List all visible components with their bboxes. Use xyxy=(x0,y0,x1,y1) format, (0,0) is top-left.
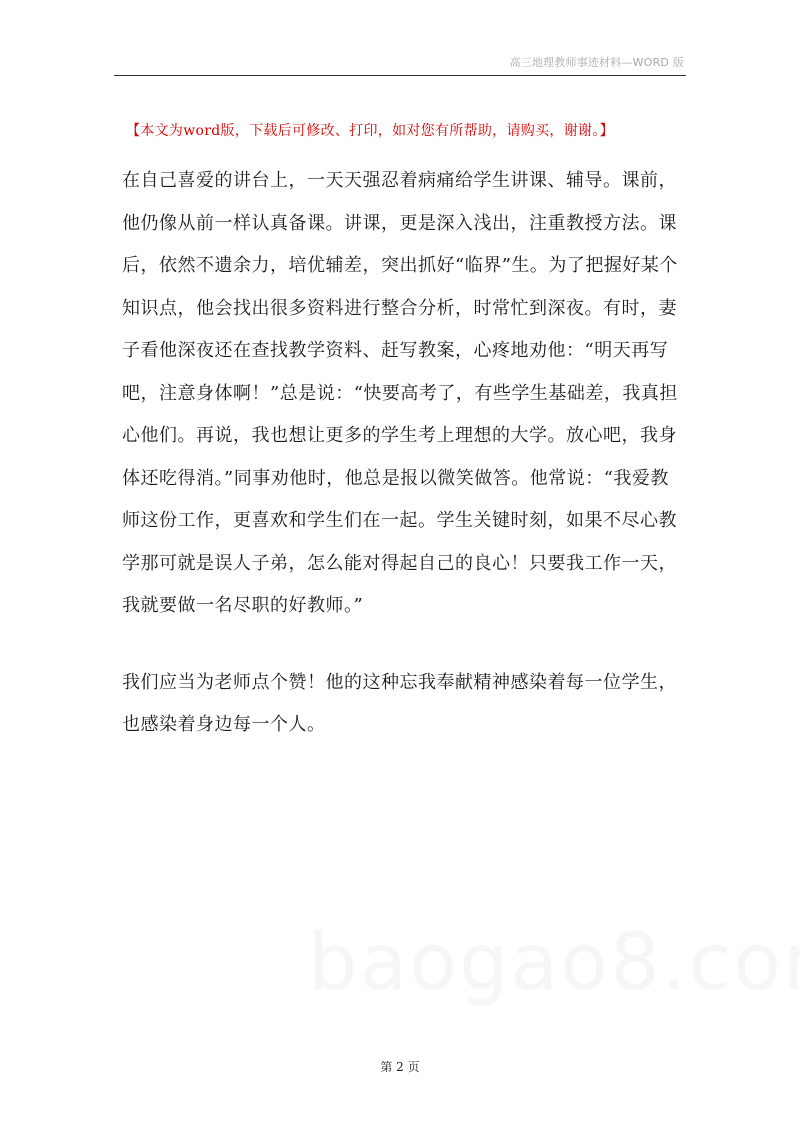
paragraph-line: 也感染着身边每一个人。 xyxy=(122,714,326,735)
header-title: 高三地理教师事迹材料—WORD 版 xyxy=(509,56,684,69)
paragraph-line: 后，依然不遗余力，培优辅差，突出抓好“临界”生。为了把握好某个 xyxy=(122,255,678,276)
document-body xyxy=(122,160,682,747)
paragraph-line: 心他们。再说，我也想让更多的学生考上理想的大学。放心吧，我身 xyxy=(122,425,677,446)
header-divider xyxy=(114,75,686,76)
paragraph-2 xyxy=(122,662,682,747)
paragraph-line: 知识点，他会找出很多资料进行整合分析，时常忙到深夜。有时，妻 xyxy=(122,297,677,319)
watermark xyxy=(308,918,800,1008)
paragraph-line: 我们应当为老师点个赞！他的这种忘我奉献精神感染着每一位学生， xyxy=(122,671,677,693)
paragraph-line: 在自己喜爱的讲台上，一天天强忍着病痛给学生讲课、辅导。课前， xyxy=(122,170,677,191)
paragraph-line: 吧，注意身体啊！”总是说：“快要高考了，有些学生基础差，我真担 xyxy=(122,382,678,404)
paragraph-line: 他仍像从前一样认真备课。讲课，更是深入浅出，注重教授方法。课 xyxy=(122,212,677,234)
page-number: 第 2 页 xyxy=(380,1060,420,1074)
paragraph-spacer xyxy=(122,628,682,662)
paragraph-line: 体还吃得消。”同事劝他时，他总是报以微笑做答。他常说：“我爱教 xyxy=(122,467,669,489)
paragraph-line: 子看他深夜还在查找教学资料、赶写教案，心疼地劝他：“明天再写 xyxy=(122,340,669,361)
paragraph-line: 学那可就是误人子弟，怎么能对得起自己的良心！只要我工作一天， xyxy=(122,552,677,574)
paragraph-1 xyxy=(122,160,682,628)
paragraph-line: 师这份工作，更喜欢和学生们在一起。学生关键时刻，如果不尽心教 xyxy=(122,510,677,531)
download-notice: 【本文为word版，下载后可修改、打印，如对您有所帮助，请购买，谢谢。】 xyxy=(126,123,614,139)
paragraph-line: 我就要做一名尽职的好教师。” xyxy=(122,595,364,616)
